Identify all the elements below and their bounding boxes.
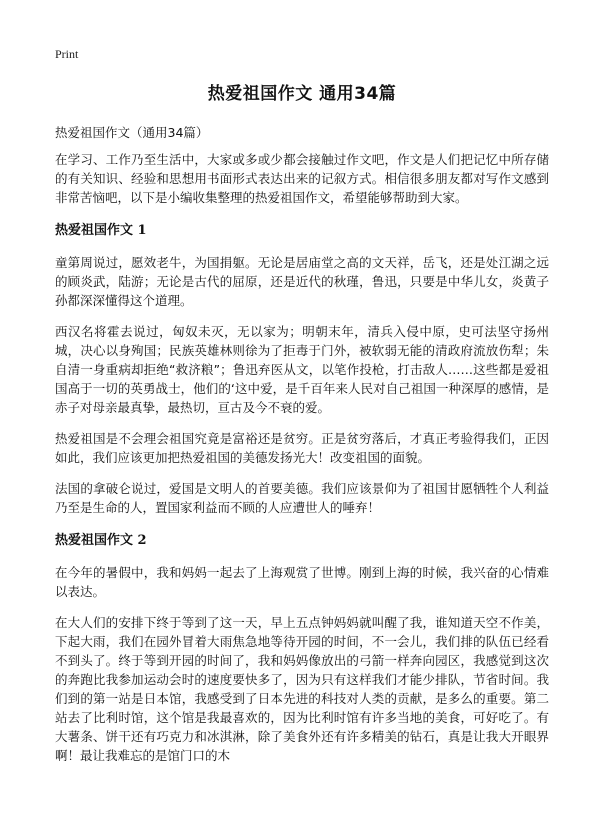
section-1-paragraph-2: 西汉名将霍去说过，匈奴未灭，无以家为；明朝末年，清兵入侵中原，史可法坚守扬州城，决心以身殉国；民族英雄林则徐为了拒毒于门外，被软弱无能的清政府流放伤犁；朱自清一身重病却拒绝“救济粮”；鲁迅弃医从文，以笔作投枪，打击敌人……这些都是爱祖国高于一切的英勇战士，他们的‘这中爱，是千百年来人民对自己祖国一种深厚的感情，是赤子对母亲最真挚，最热切，亘古及今不衰的爱。 <box>55 324 549 415</box>
section-heading-1: 热爱祖国作文 1 <box>55 223 147 238</box>
intro-paragraph: 在学习、工作乃至生活中，大家或多或少都会接触过作文吧，作文是人们把记忆中所存储的有关知识、经验和思想用书面形式表达出来的记叙方式。相信很多朋友都对写作文感到非常苦恼吧，以下是小编收集整理的热爱祖国作文，希望能够帮助到大家。 <box>55 152 549 205</box>
section-1-paragraph-3: 热爱祖国是不会理会祖国究竟是富裕还是贫穷。正是贫穷落后，才真正考验得我们，正因如此，我们应该更加把热爱祖国的美德发扬光大！改变祖国的面貌。 <box>55 431 549 465</box>
section-1-paragraph-1: 童第周说过，愿效老牛，为国捐躯。无论是居庙堂之高的文天祥，岳飞，还是处江湖之远的顾炎武，陆游；无论是古代的屈原，还是近代的秋瑾，鲁迅，只要是中华儿女，炎黄子孙都深深懂得这个道理。 <box>55 255 549 308</box>
section-heading-2: 热爱祖国作文 2 <box>55 533 147 548</box>
section-2-paragraph-2: 在大人们的安排下终于等到了这一天，早上五点钟妈妈就叫醒了我，谁知道天空不作美，下起大雨，我们在园外冒着大雨焦急地等待开园的时间，不一会儿，我们排的队伍已经看不到头了。终于等到开园的时间了，我和妈妈像放出的弓箭一样奔向园区，我感觉到这次的奔跑比我参加运动会时的速度要快多了，因为只有这样我们才能少排队，节省时间。我们到的第一站是日本馆，我感受到了日本先进的科技对人类的贡献，是多么的重要。第二站去了比利时馆，这个馆是我最喜欢的，因为比利时馆有许多当地的美食，可好吃了。有大薯条、饼干还有巧克力和冰淇淋，除了美食外还有许多精美的钻石，真是让我大开眼界啊！最让我难忘的是馆门口的木 <box>55 615 549 763</box>
document-title: 热爱祖国作文 通用34篇 <box>207 84 397 104</box>
document-subtitle: 热爱祖国作文（通用34篇） <box>55 125 209 140</box>
print-link[interactable]: Print <box>55 47 79 61</box>
section-1-paragraph-4: 法国的拿破仑说过，爱国是文明人的首要美德。我们应该景仰为了祖国甘愿牺牲个人利益乃至是生命的人，置国家利益而不顾的人应遭世人的唾弃！ <box>55 481 549 515</box>
section-2-paragraph-1: 在今年的暑假中，我和妈妈一起去了上海观赏了世博。刚到上海的时候，我兴奋的心情难以表达。 <box>55 565 549 599</box>
article-body <box>55 150 549 777</box>
